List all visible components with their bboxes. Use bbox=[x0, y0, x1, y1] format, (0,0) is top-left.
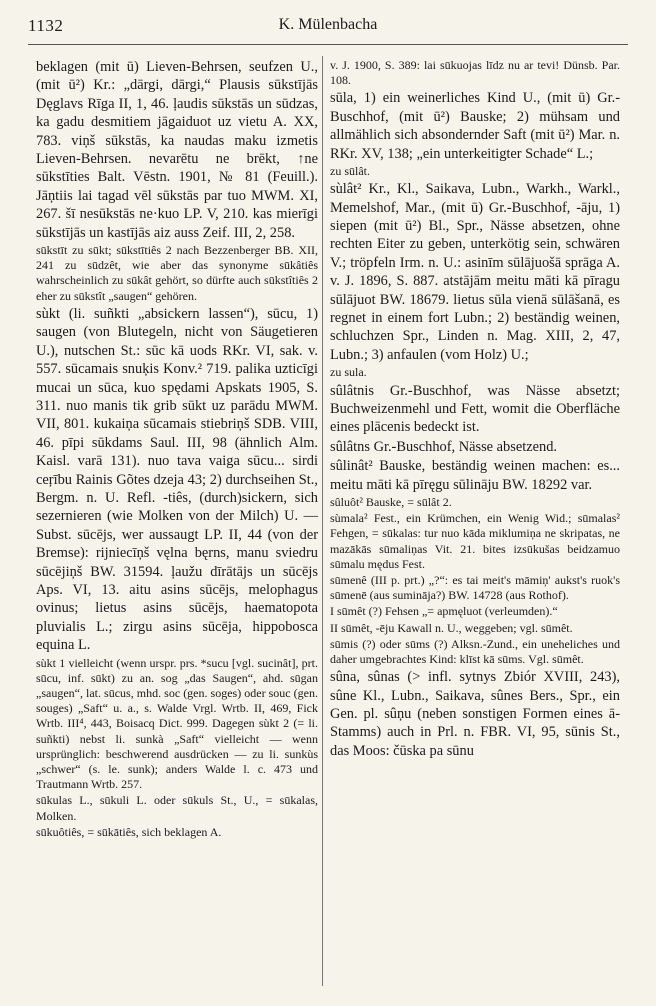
page-number: 1132 bbox=[28, 16, 64, 35]
dictionary-entry: sûlâtnis Gr.-Buschhof, was Nässe absetzt; Buchweizenmehl und Fett, womit die Oberfläche eines plācenis bedeckt ist. bbox=[330, 382, 620, 436]
dictionary-entry: sūmenê (III p. prt.) „?“: es tai meit's māmiņ' aukst's ruok's sūmenē (aus sumināja?) BW. 14728 (aus Rothof). bbox=[330, 572, 620, 603]
dictionary-entry: sùmala² Fest., ein Krümchen, ein Wenig Wid.; sūmalas² Fehgen, = sūkalas: tur nuo kāda miklumiņa ne skripatas, ne mazākās sūmaliņas Vit. 21. bites izsūkušas beidzamuo sūmalu mędus Fest. bbox=[330, 511, 620, 571]
dictionary-entry: sûlinât² Bauske, beständig weinen machen: es... meitu māti kā pīręgu sūlināju BW. 18292 var. bbox=[330, 458, 620, 493]
etymology-note: zu sula. bbox=[330, 365, 367, 380]
dictionary-entry: sūkuôtiês, = sūkātiês, sich beklagen A. bbox=[36, 824, 222, 839]
dictionary-entry: sūmis (?) oder sūms (?) Alksn.-Zund., ein uneheliches und daher umgebrachtes Kind: klīst kā sūms. Vgl. sūmêt. bbox=[330, 636, 620, 666]
dictionary-entry: I sūmêt (?) Fehsen „= apmęluot (verleumden).“ bbox=[330, 604, 558, 619]
dictionary-entry: sùkt (li. suñkti „absickern lassen“), sūcu, 1) saugen (von Blutegeln, nicht von Säugetieren U.), nutschen St.: sūc kā uods RKr. VI, sak. v. 557. sūcamais snuķis Konv.² 719. palika uzticīgi mucai un sūca, kuo spędami Apskats 1905, S. 311. nuo manis tik grib sūkt uz parādu MWM. VII, 801. kukaiņa sūcamais stiebriņš SDB. VIII, 46. pīpi sūkdams Saul. III, 98 (ähnlich Alm. Kaisl. varā 131). nuo tava vaiga sūcu... sirdi ceŗību Rainis Gõtes dzeja 43; 2) durchseihen St., Bergm. n. U. Refl. -tiês, (durch)sickern, sich sezernieren (wie Molken von der Milch) U. — Subst. sūcējs, wer aussaugt LP. II, 44 (von der Bremse): rijniecīņš vęlna bęrns, manu sviedru sūcējiņš BW. 31594. ļaužu dīrātājs un sūcējs Aps. VI, 13. aitu asins sūcējs, melophagus ovinus; lietus asins sūcējs, haematopota pluvialis L.; zirgu asins sūcēja, hippobosca equina L. bbox=[36, 305, 318, 654]
etymology-note: sùkt 1 vielleicht (wenn urspr. prs. *sucu [vgl. sucinât], prt. sūcu, inf. sūkt) zu an. sog „das Saugen“, ahd. sūgan „saugen“, lat. sūcus, mhd. soc (gen. soges) oder souc (gen. souges) „Saft“ u. a., s. Walde Vrgl. Wrtb. II, 469, Fick Wrtb. III⁴, 443, Boisacq Dict. 999. Dagegen sùkt 2 (= li. suñkti) nebst li. sunkà „Saft“ vielleicht — wenn ursprünglich: beschwerend ausdrücken — zu li. sunkùs „schwer“ (s. le. sunk); anders Walde l. c. 473 und Trautmann Wrtb. 257. bbox=[36, 655, 318, 792]
dictionary-entry: sûluôt² Bauske, = sūlât 2. bbox=[330, 494, 452, 509]
dictionary-entry: sûlâtns Gr.-Buschhof, Nässe absetzend. bbox=[330, 438, 558, 455]
etymology-note: sūkstīt zu sūkt; sūkstītiês 2 nach Bezzenberger BB. XII, 241 zu sūdzêt, wie aber das synonyme sūkâtiês wahrscheinlich zu sūkât gehört, so dürfte auch sūkstîtiês 2 eher zu sūkstît „saugen“ gehören. bbox=[36, 243, 318, 303]
right-column bbox=[330, 58, 620, 760]
left-column bbox=[36, 58, 318, 840]
header-rule bbox=[28, 44, 628, 45]
page-header bbox=[28, 14, 628, 40]
etymology-note: zu sūlât. bbox=[330, 164, 370, 179]
dictionary-entry: sūla, 1) ein weinerliches Kind U., (mit ū) Gr.-Buschhof, (mit ū²) Bauske; 2) mühsam und allmählich sich absondernder Saft (mit ū²) Mar. n. RKr. XV, 138; „ein unterkeitigter Schade“ L.; bbox=[330, 90, 620, 162]
column-divider bbox=[322, 56, 323, 986]
running-title: K. Mülenbacha bbox=[278, 16, 378, 33]
dictionary-entry: beklagen (mit ū) Lieven-Behrsen, seufzen U., (mit ū²) Kr.: „dārgi, dārgi,“ Plausis sūkstījās Dęglavs Rīga II, 1, 46. ļaudis sūkstās un sūdzas, ka gadu desmitiem jāgaiduot uz vietu A. XX, 783. viņš sūkstās, ka naudas maku izmetis Lieven-Behrsen. nevarētu ne brēkt, ↑ne sūkstīties Balt. Vēstn. 1901, № 81 (Feuill.). Jāņtiis lai tagad vēl sūkstās par tuo MWM. XI, 267. šī nesūkstās ne·kuo LP. V, 210. kas mierīgi sūkstījās un kastījās aiz auss Zeif. III, 2, 258. bbox=[36, 59, 318, 241]
dictionary-entry: sūkulas L., sūkuli L. oder sūkuls St., U., = sūkalas, Molken. bbox=[36, 793, 318, 823]
dictionary-entry: sûna, sûnas (> infl. sytnys Zbiór XVIII, 243), sûne Kl., Lubn., Saikava, sûnes Bers., Spr., ein Gen. pl. sûņu (neben sonstigen Formen eines ā-Stamms) auch in Prl. n. FBR. VI, 95, sūnis St., das Moos: čūska pa sūnu bbox=[330, 669, 620, 759]
dictionary-entry: sùlât² Kr., Kl., Saikava, Lubn., Warkh., Warkl., Memelshof, Mar., (mit ū) Gr.-Buschhof, -āju, 1) siepen (mit ū²) Bl., Spr., Nässe absetzen, ohne rechten Eiter zu geben, unterkötig sein, schwären V.; tröpfeln Irm. n. U.: asinīm sūlājuošā sprāga A. v. J. 1896, S. 887. atstājām meitu māti kā pīragu sūlājuot BW. 18679. lietus sūla vienā sūlāšanā, es regnet in einem fort Lubn.; 2) beständig weinen, schluchzen Spr., Linden n. Mag. XIII, 2, 47, Lubn.; 3) anfaulen (vom Holz) U.; bbox=[330, 181, 620, 363]
dictionary-entry: II sūmêt, -ēju Kawall n. U., weggeben; vgl. sūmêt. bbox=[330, 620, 573, 635]
dictionary-entry: v. J. 1900, S. 389: lai sūkuojas līdz nu ar tevi! Dünsb. Par. 108. bbox=[330, 58, 620, 88]
